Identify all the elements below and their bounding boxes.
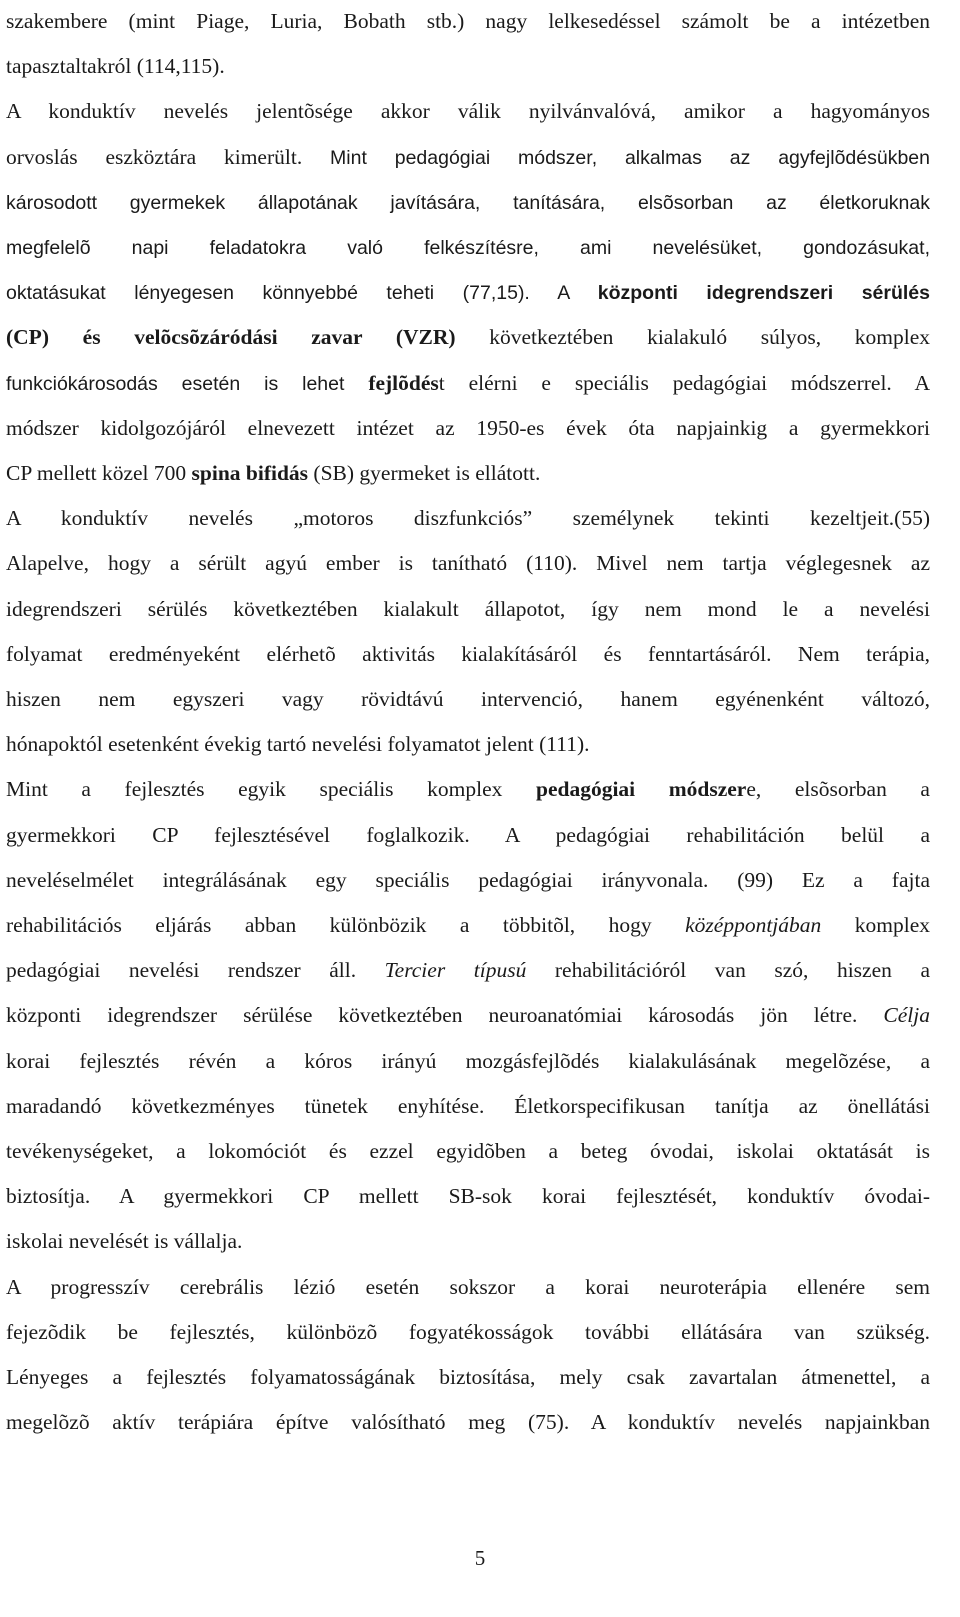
text-segment: iskolai nevelését is vállalja. <box>6 1229 243 1254</box>
text-line <box>6 724 930 764</box>
text-segment: módszer kidolgozójáról elnevezett intézet az 1950-es évek óta napjainkig a gyermekkori <box>6 415 930 440</box>
text-line <box>6 227 930 267</box>
text-line <box>6 589 930 629</box>
text-line <box>6 1041 930 1081</box>
text-segment: központi idegrendszer sérülése következtében neuroanatómiai károsodás jön létre. <box>6 1003 884 1028</box>
text-segment: A progresszív cerebrális lézió esetén sokszor a korai neuroterápia ellenére sem <box>6 1274 930 1299</box>
text-line <box>6 815 930 855</box>
text-segment: oktatásukat lényegesen könnyebbé teheti (77,15). A <box>6 282 598 305</box>
text-segment: Mint pedagógiai módszer, alkalmas az agyfejlõdésükben <box>330 146 930 169</box>
text-segment: megfelelõ napi feladatokra való felkészítésre, ami nevelésüket, gondozásukat, <box>6 237 930 259</box>
text-segment: t elérni e speciális pedagógiai módszerrel. <box>438 370 892 395</box>
text-line <box>6 1086 930 1126</box>
text-segment: orvoslás eszköztára kimerült. <box>6 144 331 169</box>
text-segment: gyermekkori CP fejlesztésével foglalkozik. A pedagógiai rehabilitáción belül a <box>6 822 930 847</box>
bold-term: pedagógiai módszer <box>535 777 747 802</box>
text-line <box>6 137 930 177</box>
text-line <box>6 317 930 357</box>
text-segment: hiszen nem egyszeri vagy rövidtávú intervenció, hanem egyénenként változó, <box>6 687 930 711</box>
text-segment: megelõzõ aktív terápiára építve valósítható meg (75). A konduktív nevelés napjainkban <box>6 1410 930 1435</box>
text-segment: rehabilitációról van szó, hiszen a <box>526 958 930 983</box>
text-segment: következtében kialakuló súlyos, komplex <box>455 325 930 350</box>
text-segment: A konduktív nevelés „motoros diszfunkciós” személynek tekinti kezeltjeit.(55) <box>6 506 930 531</box>
text-line <box>6 363 930 403</box>
text-line <box>6 1267 930 1307</box>
text-line <box>6 769 930 809</box>
text-segment: tapasztaltakról (114,115). <box>6 54 225 79</box>
text-line <box>6 1131 930 1171</box>
bold-term: fejlõdés <box>368 370 439 395</box>
text-line <box>6 272 930 312</box>
bold-term: (CP) és velõcsõzáródási zavar (VZR) <box>6 325 456 350</box>
text-line <box>6 1221 930 1261</box>
text-line <box>6 950 930 990</box>
text-segment: (SB) gyermeket is ellátott. <box>308 461 541 485</box>
text-segment: fejezõdik be fejlesztés, különbözõ fogyatékosságok további ellátására van szükség. <box>6 1319 930 1344</box>
text-segment: károsodott gyermekek állapotának javítására, tanítására, elsõsorban az életkoruknak <box>6 191 930 214</box>
text-line <box>6 634 930 674</box>
bold-term: spina bifidás <box>191 461 309 485</box>
text-line <box>6 453 930 493</box>
text-segment: idegrendszeri sérülés következtében kialakult állapotot, így nem mond le a nevelési <box>6 596 930 621</box>
text-line <box>6 1357 930 1397</box>
text-line <box>6 1176 930 1216</box>
text-line <box>6 182 930 222</box>
text-segment: pedagógiai nevelési rendszer áll. <box>6 958 385 983</box>
text-segment: CP mellett közel 700 <box>6 461 192 485</box>
text-line <box>6 995 930 1035</box>
text-line <box>6 498 930 538</box>
text-segment: rehabilitációs eljárás abban különbözik a többitõl, hogy <box>6 913 686 937</box>
text-segment: korai fejlesztés révén a kóros irányú mozgásfejlõdés kialakulásának megelõzése, a <box>6 1048 930 1073</box>
text-segment: funkciókárosodás esetén is lehet <box>6 372 369 395</box>
text-segment: e, elsõsorban a <box>746 777 930 802</box>
text-line <box>6 1402 930 1442</box>
page-number: 5 <box>474 1546 486 1570</box>
text-segment: tevékenységeket, a lokomóciót és ezzel egyidõben a beteg óvodai, iskolai oktatását is <box>6 1139 930 1163</box>
text-line <box>6 905 930 945</box>
text-segment: neveléselmélet integrálásának egy speciális pedagógiai irányvonala. (99) Ez a fajta <box>6 867 930 892</box>
text-segment: Alapelve, hogy a sérült agyú ember is tanítható (110). Mivel nem tartja véglegesnek az <box>6 551 930 576</box>
text-line <box>6 543 930 583</box>
text-line <box>6 46 930 86</box>
text-line <box>6 1312 930 1352</box>
italic-term: Tercier típusú <box>384 958 527 983</box>
text-segment: hónapoktól esetenként évekig tartó nevelési folyamatot jelent (111). <box>6 732 590 757</box>
text-segment: Mint a fejlesztés egyik speciális komplex <box>6 777 536 802</box>
text-line <box>6 679 930 719</box>
italic-term: középpontjában <box>685 913 822 937</box>
text-line <box>6 91 930 131</box>
text-segment: szakembere (mint Piage, Luria, Bobath stb.) nagy lelkesedéssel számolt be a intézetben <box>6 9 930 33</box>
text-line <box>6 1 930 41</box>
text-segment: A konduktív nevelés jelentõsége akkor válik nyilvánvalóvá, amikor a hagyományos <box>6 99 930 124</box>
text-line <box>6 860 930 900</box>
text-segment: folyamat eredményeként elérhetõ aktivitás kialakításáról és fenntartásáról. Nem terápia, <box>6 641 930 666</box>
text-segment: maradandó következményes tünetek enyhítése. Életkorspecifikusan tanítja az önellátási <box>6 1093 930 1118</box>
text-line <box>6 408 930 448</box>
text-segment: komplex <box>821 913 930 937</box>
text-segment: biztosítja. A gyermekkori CP mellett SB-sok korai fejlesztését, konduktív óvodai- <box>6 1184 930 1209</box>
text-segment: Lényeges a fejlesztés folyamatosságának biztosítása, mely csak zavartalan átmenettel, a <box>6 1365 930 1389</box>
bold-term: központi idegrendszeri sérülés <box>597 282 930 305</box>
italic-term: Célja <box>883 1003 930 1028</box>
text-segment: A <box>891 370 930 395</box>
